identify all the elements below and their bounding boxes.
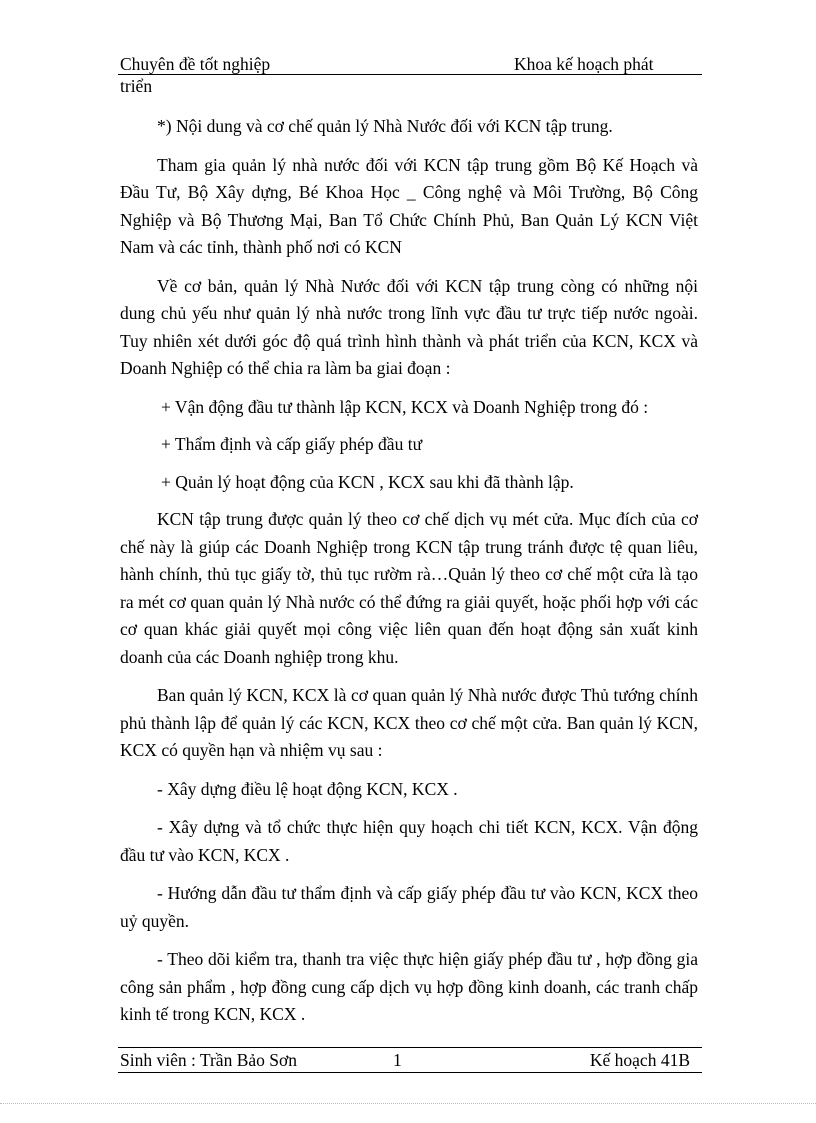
footer-page-number: 1 xyxy=(393,1050,402,1070)
footer-class: Kế hoạch 41B xyxy=(589,1050,690,1070)
page-footer xyxy=(118,1047,702,1073)
list-item: - Hướng dẫn đầu tư thẩm định và cấp giấy phép đầu tư vào KCN, KCX theo uỷ quyền. xyxy=(120,883,698,931)
paragraph: Ban quản lý KCN, KCX là cơ quan quản lý Nhà nước được Thủ tướng chính phủ thành lập để quản lý các KCN, KCX theo cơ chế một cửa. Ban quản lý KCN, KCX có quyền hạn và nhiệm vụ sau : xyxy=(120,685,698,760)
document-body xyxy=(120,113,698,1040)
paragraph: Về cơ bản, quản lý Nhà Nước đối với KCN tập trung còng có những nội dung chủ yếu như quản lý nhà nước trong lĩnh vực đầu tư trực tiếp nước ngoài. Tuy nhiên xét dưới góc độ quá trình hình thành và phát triển của KCN, KCX và Doanh Nghiệp có thể chia ra làm ba giai đoạn : xyxy=(120,275,698,378)
page-header xyxy=(118,52,702,75)
list-item: + Quản lý hoạt động của KCN , KCX sau khi đã thành lập. xyxy=(161,471,574,492)
list-item: - Theo dõi kiểm tra, thanh tra việc thực hiện giấy phép đầu tư , hợp đồng gia công sản phẩm , hợp đồng cung cấp dịch vụ hợp đồng kinh doanh, các tranh chấp kinh tế trong KCN, KCX . xyxy=(120,949,698,1024)
list-item: + Vận động đầu tư thành lập KCN, KCX và Doanh Nghiệp trong đó : xyxy=(161,396,649,417)
list-item: - Xây dựng điều lệ hoạt động KCN, KCX . xyxy=(157,778,458,799)
header-continuation-text: triển xyxy=(120,76,153,96)
list-item: - Xây dựng và tổ chức thực hiện quy hoạch chi tiết KCN, KCX. Vận động đầu tư vào KCN, KCX . xyxy=(120,817,698,865)
list-item: + Thẩm định và cấp giấy phép đầu tư xyxy=(161,434,423,454)
header-right-text: Khoa kế hoạch phát xyxy=(514,54,654,74)
header-left-text: Chuyên đề tốt nghiệp xyxy=(120,54,271,74)
footer-student-name: Sinh viên : Trần Bảo Sơn xyxy=(120,1050,297,1070)
page-break-divider xyxy=(0,1103,816,1104)
paragraph: KCN tập trung được quản lý theo cơ chế dịch vụ mét cửa. Mục đích của cơ chế này là giúp các Doanh Nghiệp trong KCN tập trung tránh được tệ quan liêu, hành chính, thủ tục giấy tờ, thủ tục rườm rà…Quản lý theo cơ chế một cửa là tạo ra mét cơ quan quản lý Nhà nước có thể đứng ra giải quyết, hoặc phối hợp với các cơ quan khác giải quyết mọi công việc liên quan đến hoạt động sản xuất kinh doanh của các Doanh nghiệp trong khu. xyxy=(120,509,698,667)
paragraph-heading: *) Nội dung và cơ chế quản lý Nhà Nước đối với KCN tập trung. xyxy=(157,116,613,136)
paragraph: Tham gia quản lý nhà nước đối với KCN tập trung gồm Bộ Kế Hoạch và Đầu Tư, Bộ Xây dựng, Bé Khoa Học _ Công nghệ và Môi Trường, Bộ Công Nghiệp và Bộ Thương Mại, Ban Tổ Chức Chính Phủ, Ban Quản Lý KCN Việt Nam và các tỉnh, thành phố nơi có KCN xyxy=(120,154,698,257)
